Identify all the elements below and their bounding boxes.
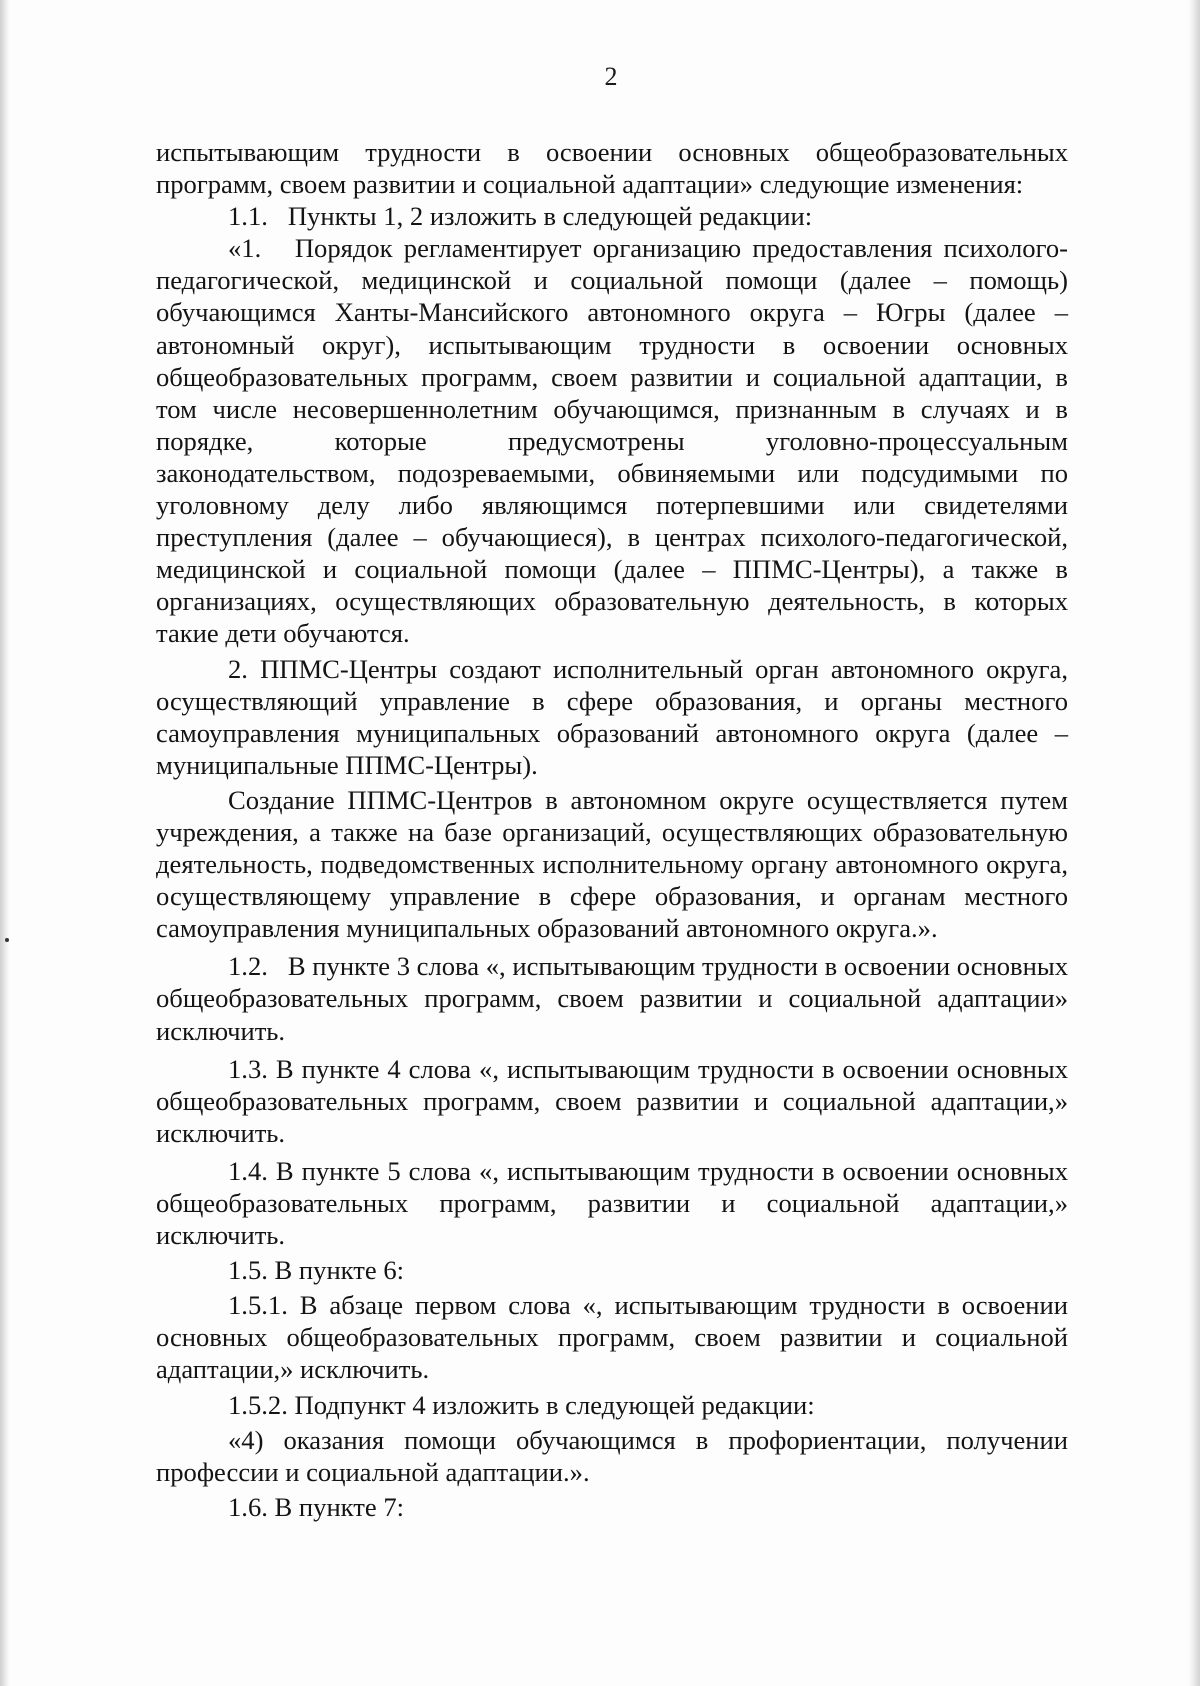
paragraph-item-1-1: 1.1. Пункты 1, 2 изложить в следующей редакции: — [228, 201, 813, 232]
page-number: 2 — [604, 62, 618, 91]
paragraph-subpoint-4: «4) оказания помощи обучающимся в профориентации, получении профессии и социальной адаптации.». — [156, 1424, 1068, 1487]
paragraph-item-1-5-2: 1.5.2. Подпункт 4 изложить в следующей редакции: — [228, 1389, 815, 1420]
document-body — [156, 136, 1068, 1523]
paragraph-point-2: 2. ППМС-Центры создают исполнительный орган автономного округа, осуществляющий управление в сфере образования, и органы местного самоуправления муниципальных образований автономного округа (далее – муниципальные ППМС-Центры). — [156, 653, 1068, 780]
paragraph-item-1-5-1: 1.5.1. В абзаце первом слова «, испытывающим трудности в освоении основных общеобразовательных программ, своем развитии и социальной адаптации,» исключить. — [156, 1290, 1068, 1385]
paragraph-creation: Создание ППМС-Центров в автономном округе осуществляется путем учреждения, а также на базе организаций, осуществляющих образовательную деятельность, подведомственных исполнительному органу автономного округа, осуществляющему управление в сфере образования, и органам местного самоуправления муниципальных образований автономного округа.». — [156, 784, 1068, 944]
paragraph-item-1-5: 1.5. В пункте 6: — [228, 1255, 405, 1286]
paragraph-continuation: испытывающим трудности в освоении основных общеобразовательных программ, своем развитии и социальной адаптации» следующие изменения: — [156, 137, 1068, 200]
paragraph-item-1-3: 1.3. В пункте 4 слова «, испытывающим трудности в освоении основных общеобразовательных программ, своем развитии и социальной адаптации,» исключить. — [156, 1053, 1068, 1148]
scan-speck — [5, 938, 9, 942]
paragraph-point-1: «1. Порядок регламентирует организацию предоставления психолого-педагогической, медицинской и социальной помощи (далее – помощь) обучающимся Ханты-Мансийского автономного округа – Югры (далее – автономный округ), испытывающим трудности в освоении основных общеобразовательных программ, своем развитии и социальной адаптации, в том числе несовершеннолетним обучающимся, признанным в случаях и в порядке, которые предусмотрены уголовно-процессуальным законодательством, подозреваемыми, обвиняемыми или подсудимыми по уголовному делу либо являющимся потерпевшими или свидетелями преступления (далее – обучающиеся), в центрах психолого-педагогической, медицинской и социальной помощи (далее – ППМС-Центры), а также в организациях, осуществляющих образовательную деятельность, в которых такие дети обучаются. — [156, 233, 1068, 649]
paragraph-item-1-4: 1.4. В пункте 5 слова «, испытывающим трудности в освоении основных общеобразовательных программ, развитии и социальной адаптации,» исключить. — [156, 1155, 1068, 1251]
scan-edge-left — [0, 0, 10, 1686]
paragraph-item-1-6: 1.6. В пункте 7: — [228, 1491, 405, 1522]
scan-edge-right — [1188, 0, 1200, 1686]
paragraph-item-1-2: 1.2. В пункте 3 слова «, испытывающим трудности в освоении основных общеобразовательных программ, своем развитии и социальной адаптации» исключить. — [156, 951, 1068, 1046]
